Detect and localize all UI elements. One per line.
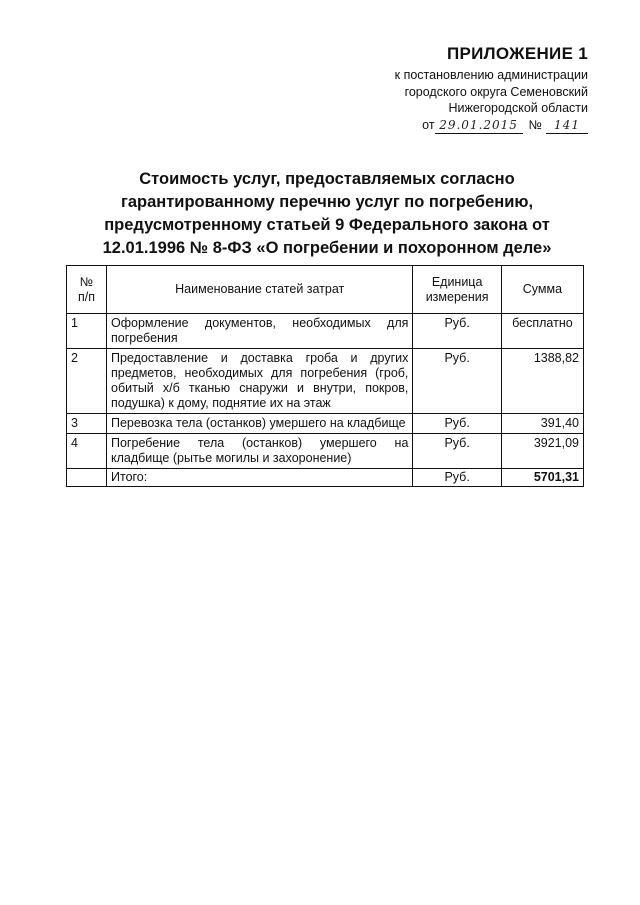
row-unit: Руб. [413, 314, 501, 349]
header-sum: Сумма [501, 266, 583, 314]
heading-line-2: гарантированному перечню услуг по погребению, [120, 193, 534, 211]
header-num-line-2: п/п [77, 289, 95, 304]
number-label: № [528, 117, 542, 132]
table-row [67, 349, 584, 414]
row-name: Предоставление и доставка гроба и других предметов, необходимых для погребения (гроб, обитый х/б тканью снаружи и внутри, покров, подушка) к дому, поднятие их на этаж [107, 349, 413, 414]
handwritten-date: 29.01.2015 [435, 117, 523, 135]
header-unit-line-1: Единица [431, 274, 483, 289]
row-unit: Руб. [413, 434, 501, 469]
total-num-cell [67, 469, 107, 487]
heading-line-3: предусмотренному статьей 9 Федерального закона от [104, 216, 550, 234]
total-unit: Руб. [413, 469, 501, 487]
appendix-date-number [258, 117, 588, 135]
document-heading [66, 168, 588, 260]
total-label: Итого: [107, 469, 413, 487]
appendix-line-3: Нижегородской области [448, 101, 588, 115]
table-header-row [67, 266, 584, 314]
appendix-header [258, 44, 588, 134]
header-unit-line-2: измерения [425, 289, 489, 304]
total-sum: 5701,31 [501, 469, 583, 487]
header-unit [413, 266, 501, 314]
header-num [67, 266, 107, 314]
row-name: Оформление документов, необходимых для погребения [107, 314, 413, 349]
table-row [67, 314, 584, 349]
appendix-line-1: к постановлению администрации [394, 68, 588, 82]
table-row [67, 414, 584, 434]
header-name: Наименование статей затрат [107, 266, 413, 314]
row-name: Погребение тела (останков) умершего на кладбище (рытье могилы и захоронение) [107, 434, 413, 469]
row-unit: Руб. [413, 349, 501, 414]
from-label: от [422, 117, 435, 132]
row-num: 4 [67, 434, 107, 469]
row-num: 2 [67, 349, 107, 414]
row-sum: 1388,82 [501, 349, 583, 414]
row-name: Перевозка тела (останков) умершего на кладбище [107, 414, 413, 434]
heading-line-1: Стоимость услуг, предоставляемых согласно [139, 170, 515, 188]
heading-line-4: 12.01.1996 № 8-ФЗ «О погребении и похоронном деле» [102, 239, 552, 257]
row-sum: бесплатно [501, 314, 583, 349]
row-num: 3 [67, 414, 107, 434]
row-num: 1 [67, 314, 107, 349]
header-num-line-1: № [79, 274, 94, 289]
row-unit: Руб. [413, 414, 501, 434]
table-row [67, 434, 584, 469]
appendix-line-2: городского округа Семеновский [404, 84, 588, 99]
row-sum: 391,40 [501, 414, 583, 434]
handwritten-number: 141 [546, 117, 588, 135]
total-row [67, 469, 584, 487]
appendix-title: ПРИЛОЖЕНИЕ 1 [446, 44, 588, 63]
row-sum: 3921,09 [501, 434, 583, 469]
costs-table [66, 265, 584, 487]
